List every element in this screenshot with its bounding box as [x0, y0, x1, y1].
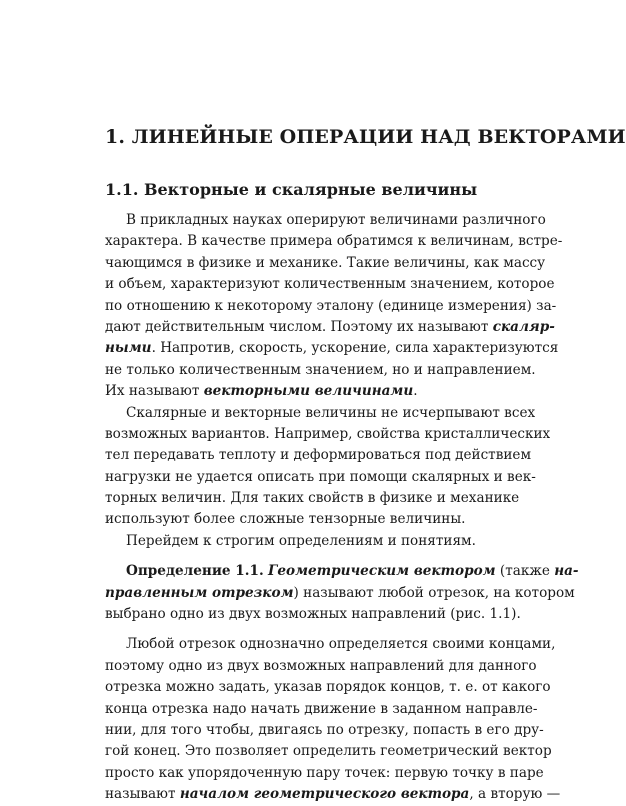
text-line: чающимся в физике и механике. Такие величины, как массу — [105, 254, 546, 271]
text-line: отрезка можно задать, указав порядок концов, т. е. от какого — [105, 679, 551, 696]
spacer — [105, 552, 503, 561]
text-line: и объем, характеризуют количественным значением, которое — [105, 276, 555, 293]
text-run: (также — [495, 563, 555, 580]
text-line: по отношению к некоторому эталону (единице измерения) за- — [105, 297, 557, 314]
text-line: гой конец. Это позволяет определить геометрический вектор — [105, 743, 552, 760]
text-line: выбрано одно из двух возможных направлений (рис. 1.1). — [105, 606, 521, 623]
text-line — [105, 784, 561, 805]
term-directed-segment: на- — [554, 563, 579, 580]
text-line: Перейдем к строгим определениям и понятиям. — [126, 532, 476, 549]
text-line: конца отрезка надо начать движение в заданном направле- — [105, 700, 538, 717]
text-line: торных величин. Для таких свойств в физике и механике — [105, 490, 520, 507]
text-line: тел передавать теплоту и деформироваться под действием — [105, 447, 532, 464]
chapter-title: 1. ЛИНЕЙНЫЕ ОПЕРАЦИИ НАД ВЕКТОРАМИ — [105, 126, 626, 148]
text-line: Скалярные и векторные величины не исчерпывают всех — [126, 404, 536, 421]
definition-block — [105, 561, 579, 625]
section-title: 1.1. Векторные и скалярные величины — [105, 180, 478, 199]
text-line — [105, 317, 555, 338]
paragraph-3 — [105, 531, 503, 552]
paragraph-4 — [105, 634, 561, 805]
term-vector-start: началом геометрического вектора — [179, 786, 470, 803]
term-scalar-cont: ными — [105, 340, 152, 357]
text-line: Любой отрезок однозначно определяется своими концами, — [126, 636, 556, 653]
term-geometric-vector: Геометрическим вектором — [268, 563, 496, 580]
text-line — [105, 338, 559, 359]
text-line: не только количественным значением, но и направлением. — [105, 361, 536, 378]
text-line: нии, для того чтобы, двигаясь по отрезку, попасть в его дру- — [105, 721, 544, 738]
text-line — [105, 583, 575, 604]
text-line: характера. В качестве примера обратимся к величинам, встре- — [105, 233, 563, 250]
text-line: используют более сложные тензорные величины. — [105, 511, 466, 528]
spacer — [105, 625, 503, 634]
term-scalar: скаляр- — [492, 318, 555, 335]
text-run: Их называют — [105, 383, 204, 400]
definition-label: Определение 1.1. — [126, 563, 264, 580]
text-line — [105, 561, 579, 582]
body-text — [105, 210, 579, 806]
text-line: В прикладных науках оперируют величинами различного — [126, 212, 546, 228]
term-directed-segment-cont: правленным отрезком — [105, 584, 294, 601]
text-line: просто как упорядоченную пару точек: первую точку в паре — [105, 764, 544, 781]
text-run: называют — [105, 786, 180, 803]
text-line — [105, 381, 503, 402]
text-line: нагрузки не удается описать при помощи скалярных и век- — [105, 468, 536, 485]
term-vector-quantities: векторными величинами — [203, 383, 414, 400]
text-run: дают действительным числом. Поэтому их называют — [105, 318, 493, 335]
text-run: , а вторую — — [469, 786, 561, 803]
paragraph-2 — [105, 403, 551, 531]
text-run: . Напротив, скорость, ускорение, сила характеризуются — [151, 340, 559, 357]
text-run: . — [413, 383, 418, 400]
text-line: поэтому одно из двух возможных направлений для данного — [105, 657, 537, 674]
text-run: ) называют любой отрезок, на котором — [293, 584, 575, 601]
paragraph-1 — [105, 210, 563, 403]
text-line: возможных вариантов. Например, свойства кристаллических — [105, 425, 551, 442]
